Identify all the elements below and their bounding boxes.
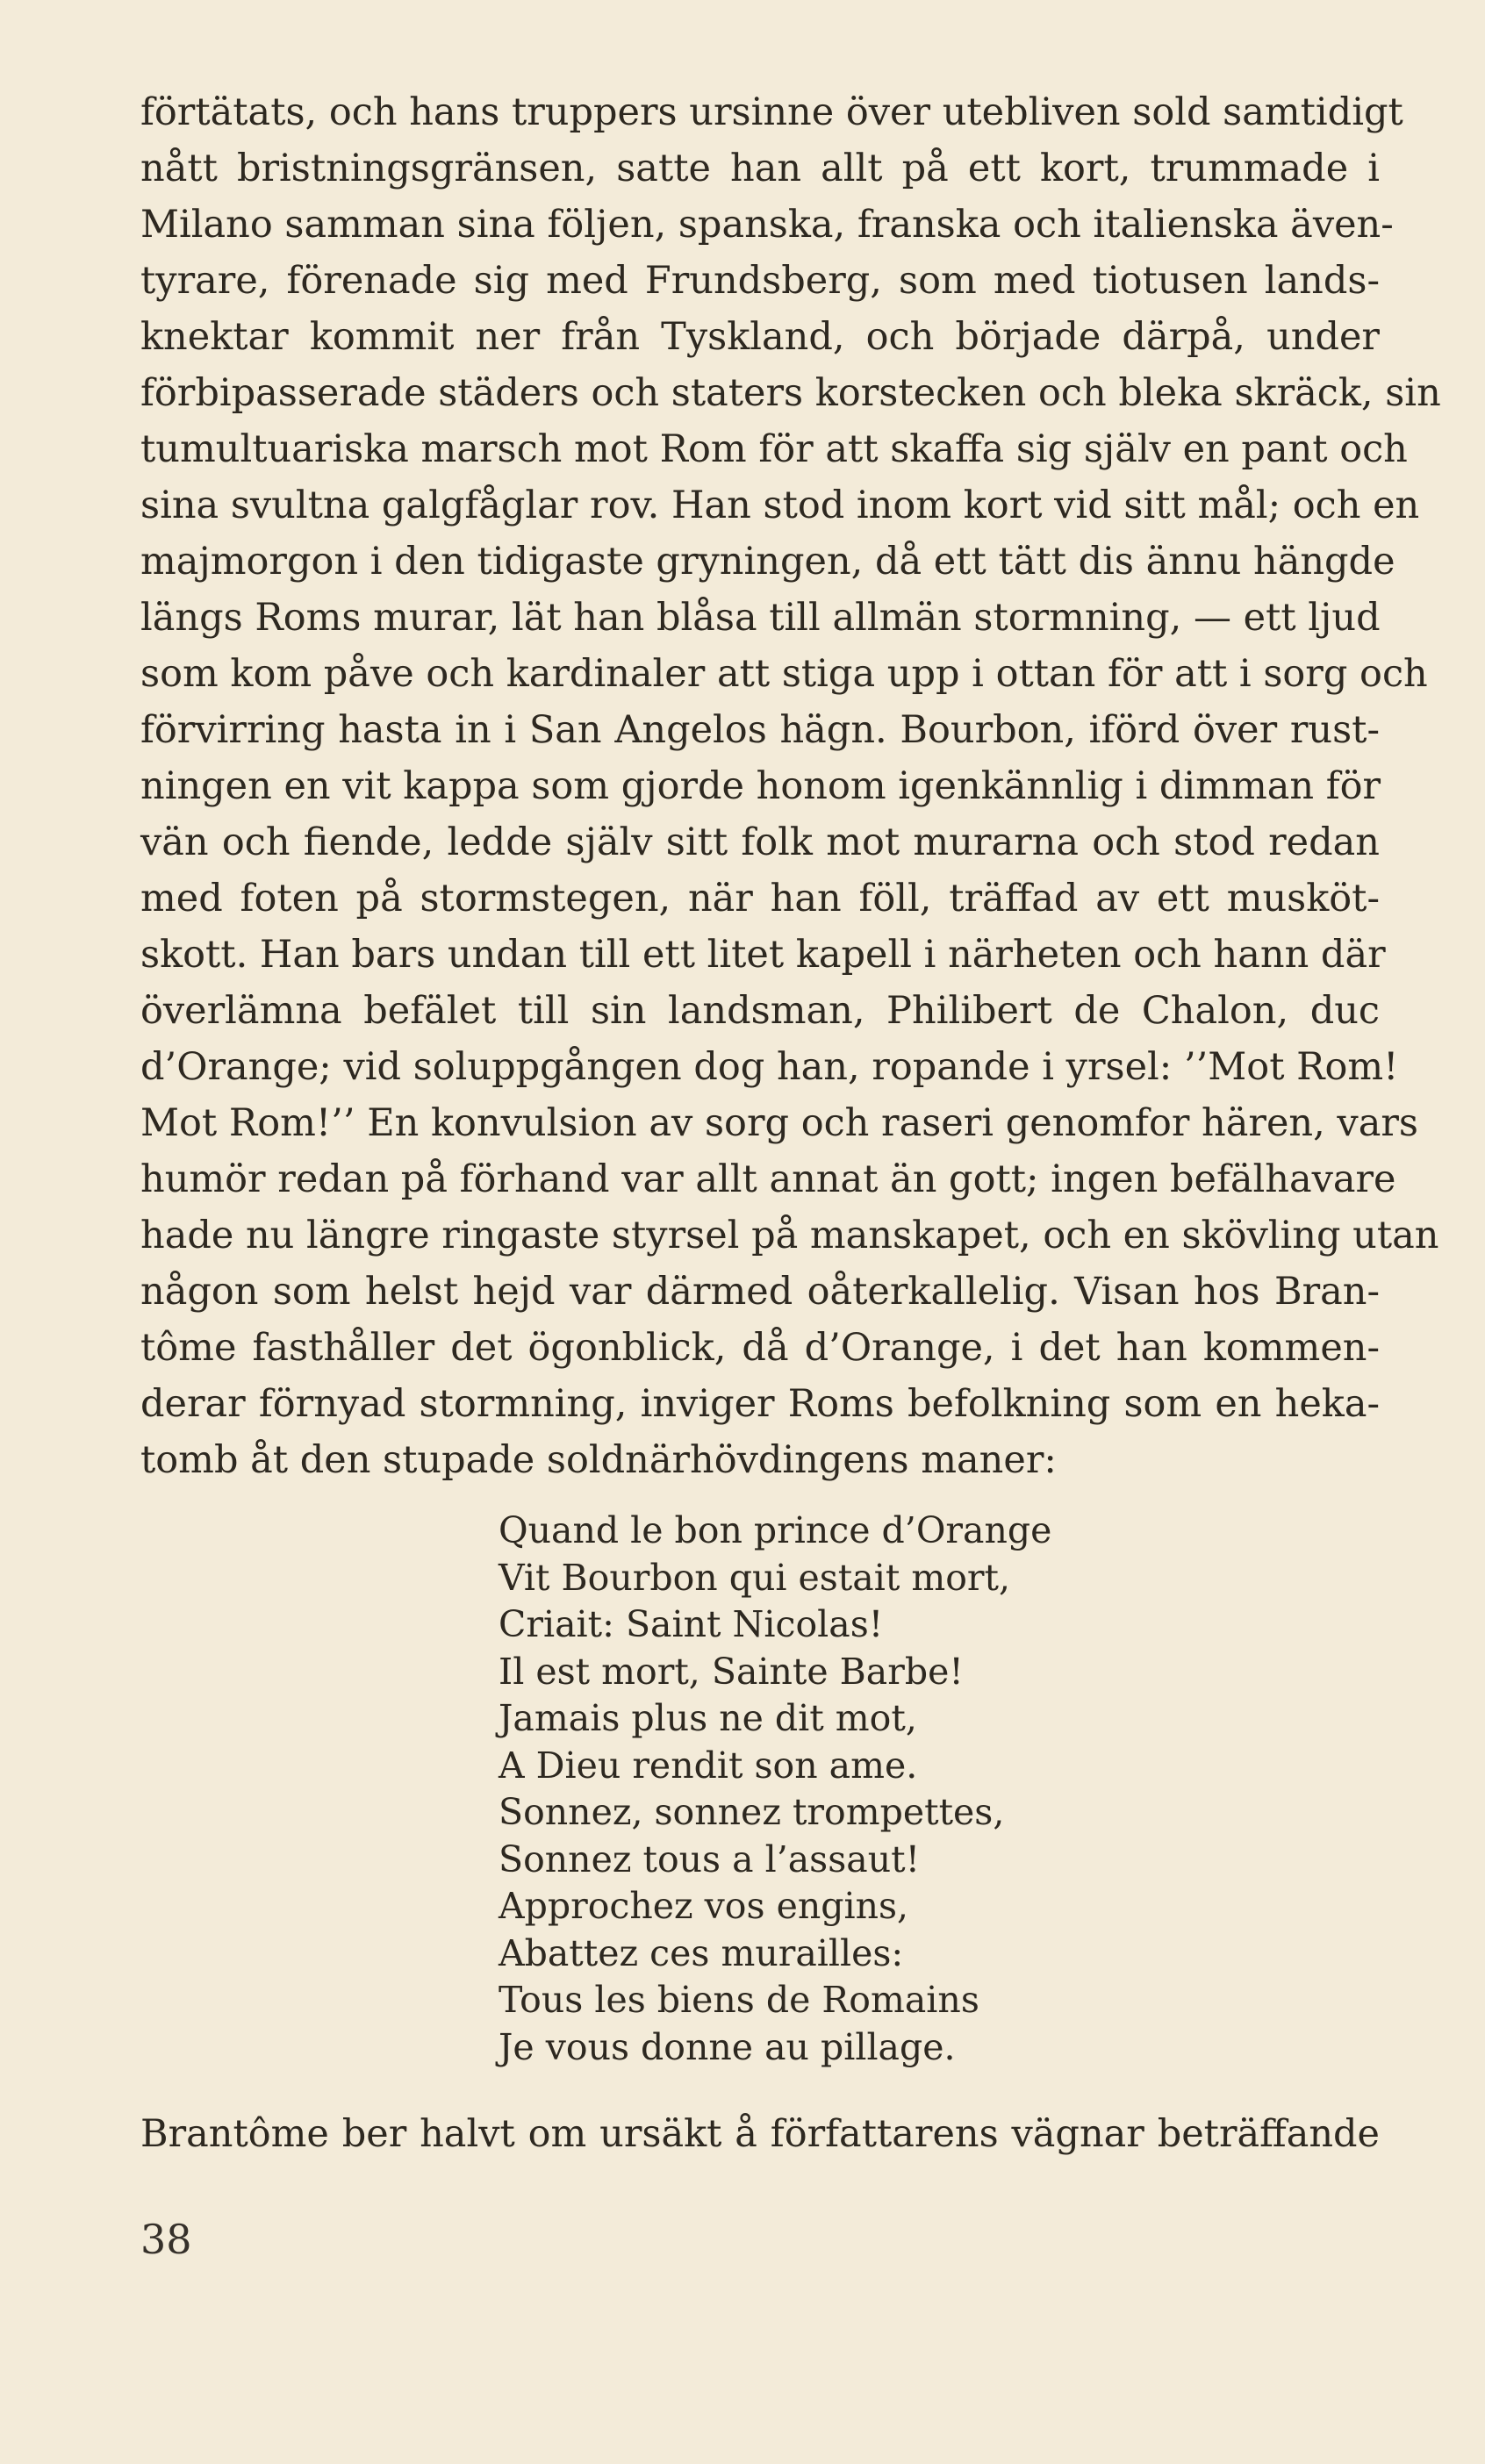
- text-line: tôme fasthåller det ögonblick, då d’Orange, i det han kommen-: [140, 1326, 1380, 1370]
- text-line: förbipasserade städers och staters korstecken och bleka skräck, sin: [140, 371, 1441, 415]
- text-line: med foten på stormstegen, när han föll, träffad av ett musköt-: [140, 877, 1380, 920]
- text-line: sina svultna galgfåglar rov. Han stod inom kort vid sitt mål; och en: [140, 483, 1420, 527]
- verse-line: A Dieu rendit son ame.: [499, 1744, 918, 1787]
- verse-line: Criait: Saint Nicolas!: [499, 1603, 884, 1645]
- body-paragraph: [140, 84, 1441, 1488]
- text-line: överlämna befälet till sin landsman, Philibert de Chalon, duc: [140, 989, 1380, 1033]
- text-line: nått bristningsgränsen, satte han allt på ett kort, trummade i: [140, 147, 1380, 190]
- verse-line: Il est mort, Sainte Barbe!: [499, 1650, 964, 1693]
- text-line: skott. Han bars undan till ett litet kapell i närheten och hann där: [140, 933, 1386, 977]
- text-line: derar förnyad stormning, inviger Roms befolkning som en heka-: [140, 1382, 1380, 1426]
- text-line: majmorgon i den tidigaste gryningen, då ett tätt dis ännu hängde: [140, 540, 1395, 584]
- verse-block: [499, 1508, 1051, 2071]
- verse-line: Je vous donne au pillage.: [499, 2025, 956, 2068]
- text-line: humör redan på förhand var allt annat än gott; ingen befälhavare: [140, 1157, 1396, 1201]
- closing-line: Brantôme ber halvt om ursäkt å författarens vägnar beträffande: [140, 2112, 1380, 2156]
- text-line: förtätats, och hans truppers ursinne över utebliven sold samtidigt: [140, 90, 1403, 134]
- verse-line: Quand le bon prince d’Orange: [499, 1509, 1052, 1551]
- text-line: vän och fiende, ledde själv sitt folk mot murarna och stod redan: [140, 820, 1380, 864]
- verse-line: Tous les biens de Romains: [499, 1979, 979, 2021]
- text-line: tumultuariska marsch mot Rom för att skaffa sig själv en pant och: [140, 427, 1408, 471]
- text-line: tyrare, förenade sig med Frundsberg, som med tiotusen lands-: [140, 259, 1380, 303]
- text-line: ningen en vit kappa som gjorde honom igenkännlig i dimman för: [140, 764, 1381, 808]
- verse-line: Abattez ces murailles:: [499, 1931, 904, 1974]
- text-line: någon som helst hejd var därmed oåterkallelig. Visan hos Bran-: [140, 1270, 1380, 1314]
- verse-line: Approchez vos engins,: [499, 1885, 909, 1927]
- text-line: som kom påve och kardinaler att stiga upp i ottan för att i sorg och: [140, 652, 1428, 696]
- verse-line: Sonnez, sonnez trompettes,: [499, 1791, 1005, 1833]
- page-number: 38: [140, 2216, 192, 2263]
- text-line: förvirring hasta in i San Angelos hägn. Bourbon, iförd över rust-: [140, 708, 1380, 752]
- text-line: längs Roms murar, lät han blåsa till allmän stormning, — ett ljud: [140, 596, 1381, 640]
- verse-line: Jamais plus ne dit mot,: [499, 1697, 917, 1739]
- verse-line: Vit Bourbon qui estait mort,: [499, 1556, 1011, 1599]
- text-line: hade nu längre ringaste styrsel på manskapet, och en skövling utan: [140, 1214, 1439, 1257]
- text-line: tomb åt den stupade soldnärhövdingens maner:: [140, 1438, 1057, 1482]
- text-line: knektar kommit ner från Tyskland, och började därpå, under: [140, 315, 1380, 359]
- text-line: Milano samman sina följen, spanska, franska och italienska även-: [140, 203, 1394, 247]
- verse-line: Sonnez tous a l’assaut!: [499, 1837, 921, 1880]
- text-line: d’Orange; vid soluppgången dog han, ropande i yrsel: ’’Mot Rom!: [140, 1045, 1399, 1089]
- text-line: Mot Rom!’’ En konvulsion av sorg och raseri genomfor hären, vars: [140, 1101, 1418, 1145]
